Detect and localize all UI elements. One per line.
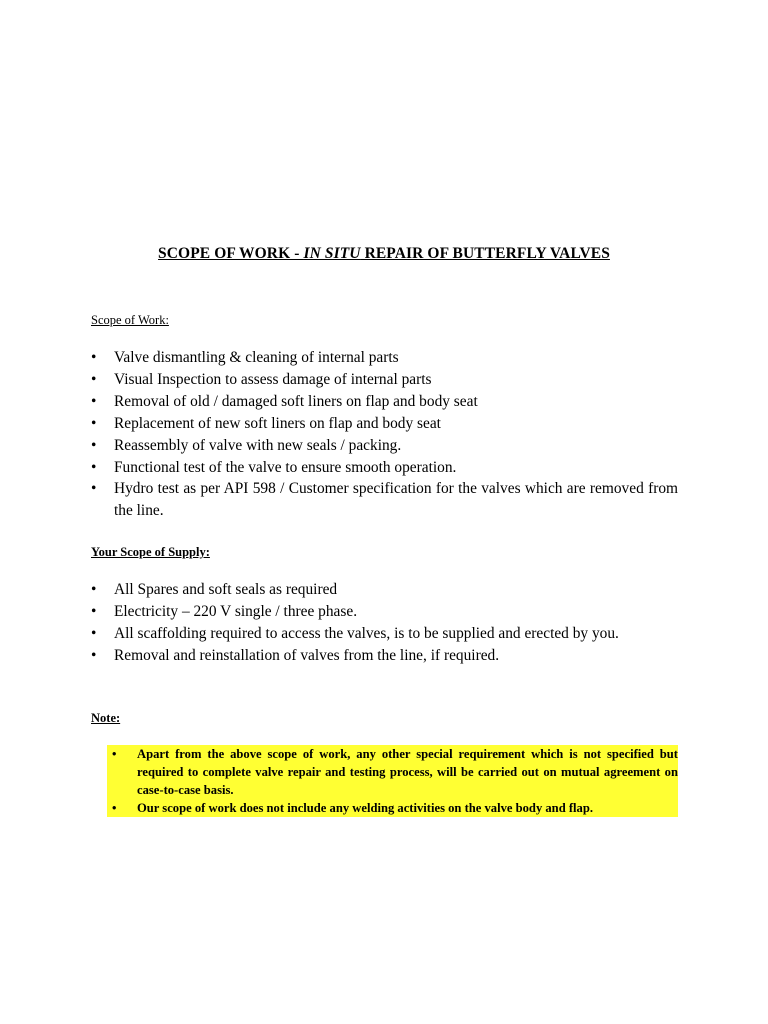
note-list: [107, 745, 678, 817]
note-heading: Note:: [91, 711, 121, 725]
bullet-icon: •: [112, 801, 117, 815]
scope-of-supply-heading: Your Scope of Supply:: [91, 545, 210, 559]
note-item: • Apart from the above scope of work, any other special requirement which is not specified but required to complete valve repair and testing process, will be carried out on mutual agreement on case-to-case basis.: [107, 745, 678, 799]
bullet-icon: •: [91, 602, 97, 620]
bullet-icon: •: [91, 646, 97, 664]
title-italic: IN SITU: [303, 245, 361, 262]
note-item: • Our scope of work does not include any welding activities on the valve body and flap.: [107, 799, 678, 817]
bullet-icon: •: [91, 349, 97, 366]
bullet-icon: •: [91, 581, 97, 598]
list-item: • Visual Inspection to assess damage of internal parts: [91, 369, 678, 391]
list-item: • Hydro test as per API 598 / Customer specification for the valves which are removed from the line.: [91, 480, 678, 520]
title-suffix: REPAIR OF BUTTERFLY VALVES: [360, 245, 610, 262]
list-item: • Removal and reinstallation of valves from the line, if required.: [91, 645, 678, 667]
bullet-icon: •: [112, 747, 117, 761]
scope-of-work-heading: Scope of Work:: [91, 313, 169, 327]
bullet-icon: •: [91, 370, 97, 388]
document-title: [0, 245, 768, 263]
list-item: • Reassembly of valve with new seals / packing.: [91, 435, 678, 457]
bullet-icon: •: [91, 624, 97, 642]
list-item: • Electricity – 220 V single / three phase.: [91, 601, 678, 623]
list-item: • All scaffolding required to access the valves, is to be supplied and erected by you.: [91, 623, 678, 645]
list-item: • Removal of old / damaged soft liners on flap and body seat: [91, 391, 678, 413]
list-item: • Replacement of new soft liners on flap and body seat: [91, 413, 678, 435]
list-item: • All Spares and soft seals as required: [91, 579, 678, 601]
list-item: • Functional test of the valve to ensure smooth operation.: [91, 457, 678, 479]
scope-of-work-list: [91, 347, 678, 522]
title-prefix: SCOPE OF WORK -: [158, 245, 304, 262]
list-item: • Valve dismantling & cleaning of internal parts: [91, 347, 678, 369]
scope-of-supply-list: [91, 579, 678, 667]
bullet-icon: •: [91, 414, 97, 432]
bullet-icon: •: [91, 392, 97, 410]
bullet-icon: •: [91, 480, 97, 498]
bullet-icon: •: [91, 458, 97, 476]
bullet-icon: •: [91, 436, 97, 454]
